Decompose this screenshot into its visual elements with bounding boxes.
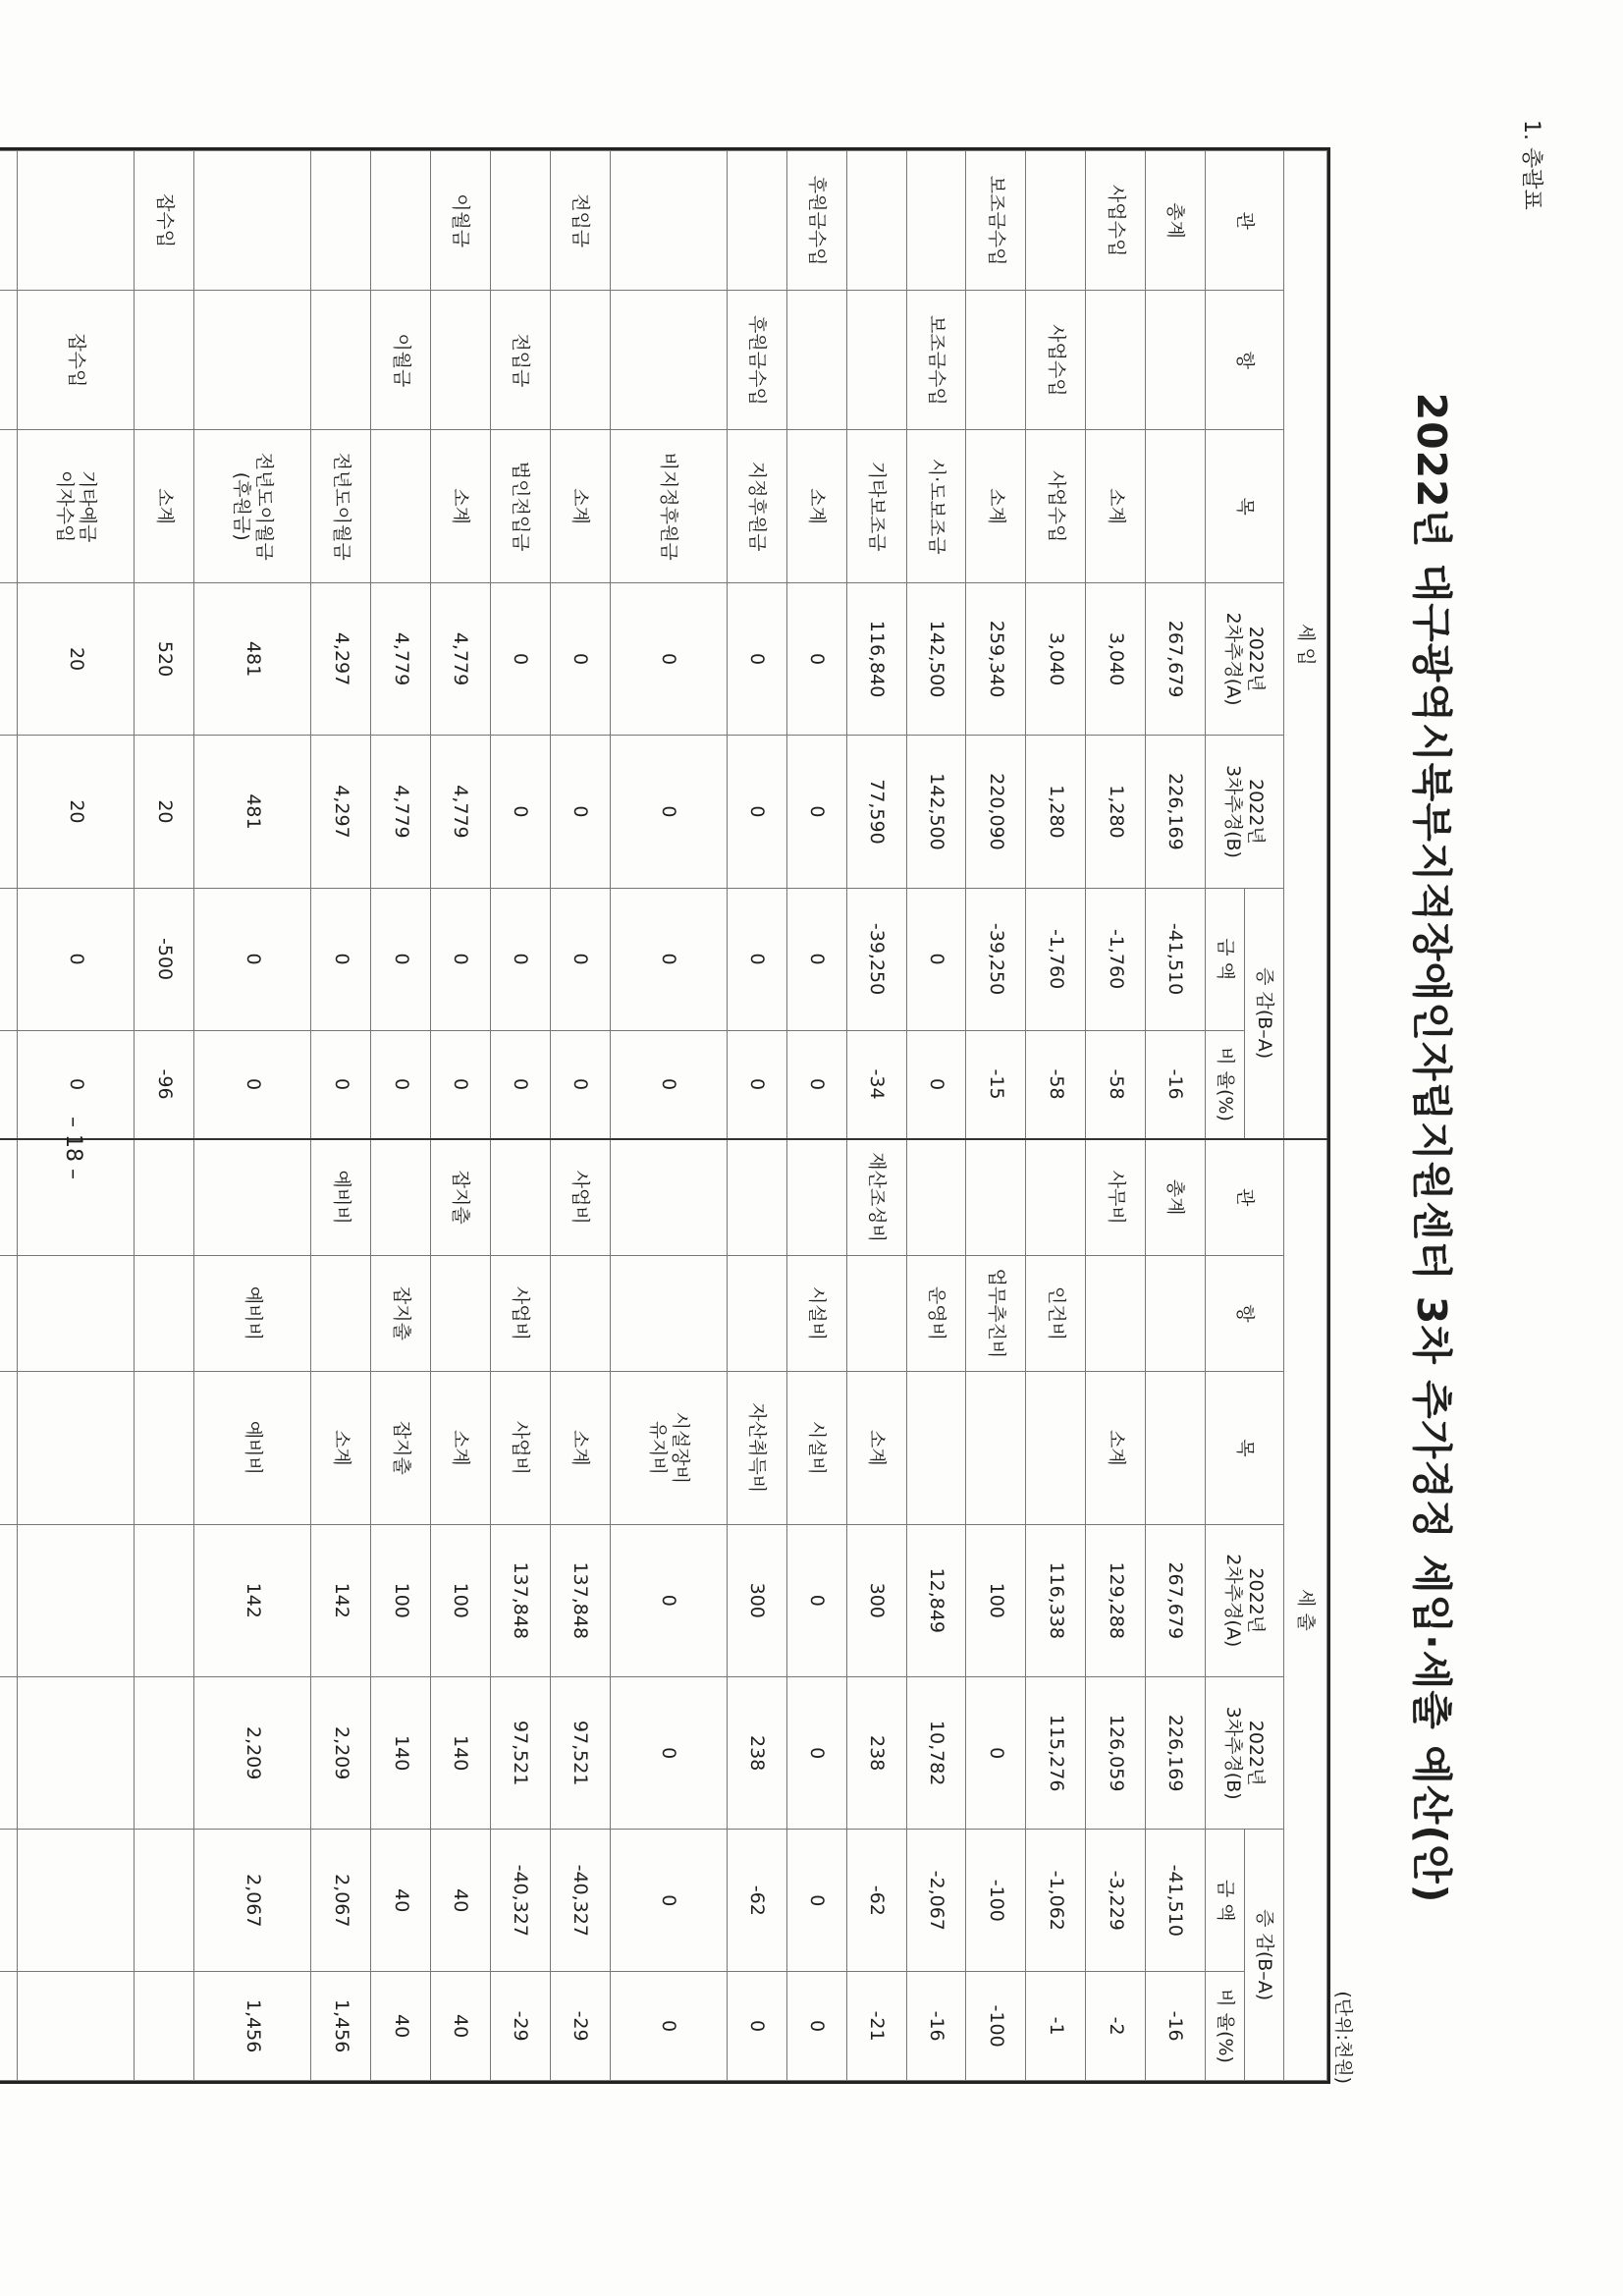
- revenue-cell-amt: 0: [431, 888, 491, 1030]
- expenditure-cell-pct: -2: [1086, 1972, 1146, 2081]
- expenditure-cell-b: 115,276: [1026, 1676, 1086, 1829]
- revenue-cell-mok: [371, 430, 431, 582]
- expenditure-cell-pct: -16: [1146, 1972, 1206, 2081]
- revenue-cell-pct: 0: [194, 1030, 311, 1139]
- revenue-cell-b: 77,590: [846, 736, 906, 888]
- expenditure-cell-b: 140: [371, 1676, 431, 1829]
- expenditure-header-a: 2022년 2차추경(A): [1206, 1524, 1284, 1676]
- revenue-cell-pct: 0: [906, 1030, 966, 1139]
- page-number: – 18 –: [61, 1117, 85, 1179]
- expenditure-cell-hang: [1146, 1255, 1206, 1372]
- expenditure-cell-a: 137,848: [550, 1524, 610, 1676]
- expenditure-cell-hang: [728, 1255, 787, 1372]
- expenditure-cell-gwan: 재산조성비: [846, 1139, 906, 1256]
- expenditure-cell-mok: [1146, 1372, 1206, 1524]
- expenditure-cell-mok: 소계: [846, 1372, 906, 1524]
- expenditure-cell-gwan: [728, 1139, 787, 1256]
- revenue-cell-mok: 소계: [135, 430, 194, 582]
- revenue-cell-hang: 후원금수입: [728, 291, 787, 430]
- revenue-header-mok: 목: [1206, 430, 1284, 582]
- revenue-cell-a: 4,779: [431, 582, 491, 735]
- expenditure-cell-gwan: 총계: [1146, 1139, 1206, 1256]
- revenue-cell-pct: 0: [610, 1030, 727, 1139]
- expenditure-cell-a: [0, 1524, 18, 1676]
- table-row: [966, 151, 1026, 2081]
- revenue-cell-gwan: [0, 151, 18, 291]
- revenue-cell-hang: [1086, 291, 1146, 430]
- expenditure-cell-pct: 40: [371, 1972, 431, 2081]
- expenditure-cell-b: 0: [610, 1676, 727, 1829]
- revenue-cell-pct: -58: [1086, 1030, 1146, 1139]
- expenditure-cell-gwan: [786, 1139, 846, 1256]
- table-row: [906, 151, 966, 2081]
- expenditure-cell-amt: 40: [371, 1830, 431, 1972]
- expenditure-cell-a: 129,288: [1086, 1524, 1146, 1676]
- revenue-cell-amt: -41,510: [1146, 888, 1206, 1030]
- revenue-cell-b: [0, 736, 18, 888]
- revenue-cell-pct: 0: [550, 1030, 610, 1139]
- expenditure-cell-mok: 시설장비 유지비: [610, 1372, 727, 1524]
- revenue-cell-mok: 기타보조금: [846, 430, 906, 582]
- revenue-cell-amt: 0: [906, 888, 966, 1030]
- revenue-cell-mok: 법인전입금: [491, 430, 551, 582]
- revenue-header-ratio: 비 율(%): [1206, 1030, 1245, 1139]
- revenue-cell-amt: -500: [135, 888, 194, 1030]
- revenue-cell-amt: 0: [371, 888, 431, 1030]
- revenue-cell-pct: 0: [431, 1030, 491, 1139]
- expenditure-cell-a: 116,338: [1026, 1524, 1086, 1676]
- expenditure-cell-hang: [431, 1255, 491, 1372]
- revenue-cell-hang: [0, 291, 18, 430]
- revenue-cell-amt: -1,760: [1026, 888, 1086, 1030]
- expenditure-cell-pct: [135, 1972, 194, 2081]
- table-row: [431, 151, 491, 2081]
- revenue-cell-pct: 0: [371, 1030, 431, 1139]
- revenue-cell-mok: 기타예금 이자수입: [18, 430, 135, 582]
- expenditure-cell-mok: 소계: [431, 1372, 491, 1524]
- expenditure-cell-amt: 2,067: [311, 1830, 371, 1972]
- expenditure-cell-hang: [610, 1255, 727, 1372]
- revenue-cell-mok: [0, 430, 18, 582]
- revenue-header-hang: 항: [1206, 291, 1284, 430]
- revenue-cell-gwan: 잡수입: [135, 151, 194, 291]
- expenditure-cell-gwan: 잡지출: [431, 1139, 491, 1256]
- expenditure-cell-a: 0: [786, 1524, 846, 1676]
- revenue-cell-amt: 0: [194, 888, 311, 1030]
- table-row: [786, 151, 846, 2081]
- revenue-cell-mok: 소계: [550, 430, 610, 582]
- revenue-cell-a: 0: [491, 582, 551, 735]
- revenue-cell-a: 0: [786, 582, 846, 735]
- revenue-cell-gwan: [311, 151, 371, 291]
- revenue-cell-gwan: [491, 151, 551, 291]
- revenue-cell-amt: [0, 888, 18, 1030]
- revenue-cell-amt: 0: [786, 888, 846, 1030]
- expenditure-cell-a: 137,848: [491, 1524, 551, 1676]
- revenue-cell-mok: 소계: [966, 430, 1026, 582]
- expenditure-cell-mok: [906, 1372, 966, 1524]
- revenue-group-header: 세 입: [1284, 151, 1327, 1139]
- expenditure-cell-b: [0, 1676, 18, 1829]
- expenditure-cell-amt: -3,229: [1086, 1830, 1146, 1972]
- revenue-cell-hang: 보조금수입: [906, 291, 966, 430]
- revenue-cell-a: 142,500: [906, 582, 966, 735]
- revenue-cell-b: 481: [194, 736, 311, 888]
- revenue-cell-gwan: 보조금수입: [966, 151, 1026, 291]
- revenue-cell-gwan: 이월금: [431, 151, 491, 291]
- expenditure-header-b: 2022년 3차추경(B): [1206, 1676, 1284, 1829]
- section-heading: 1. 총괄표: [1519, 120, 1543, 210]
- table-row: [846, 151, 906, 2081]
- revenue-cell-hang: 이월금: [371, 291, 431, 430]
- revenue-cell-amt: 0: [491, 888, 551, 1030]
- expenditure-cell-pct: -16: [906, 1972, 966, 2081]
- revenue-cell-amt: 0: [18, 888, 135, 1030]
- expenditure-cell-pct: -29: [550, 1972, 610, 2081]
- revenue-cell-b: 0: [550, 736, 610, 888]
- revenue-cell-pct: [0, 1030, 18, 1139]
- expenditure-cell-pct: 1,456: [311, 1972, 371, 2081]
- expenditure-cell-pct: [0, 1972, 18, 2081]
- page-title: 2022년 대구광역시북부지적장애인자립지원센터 3차 추가경정 세입·세출 예산(안): [1408, 392, 1455, 1904]
- revenue-cell-pct: -58: [1026, 1030, 1086, 1139]
- expenditure-cell-b: 2,209: [194, 1676, 311, 1829]
- expenditure-cell-gwan: [966, 1139, 1026, 1256]
- expenditure-cell-gwan: [371, 1139, 431, 1256]
- revenue-cell-gwan: [371, 151, 431, 291]
- revenue-cell-gwan: 후원금수입: [786, 151, 846, 291]
- expenditure-cell-amt: 0: [786, 1830, 846, 1972]
- expenditure-cell-a: 142: [311, 1524, 371, 1676]
- revenue-cell-hang: 전입금: [491, 291, 551, 430]
- expenditure-cell-b: 0: [966, 1676, 1026, 1829]
- revenue-cell-b: 1,280: [1026, 736, 1086, 888]
- budget-table: [0, 147, 1330, 2084]
- revenue-cell-pct: -15: [966, 1030, 1026, 1139]
- table-row: [135, 151, 194, 2081]
- revenue-cell-mok: [1146, 430, 1206, 582]
- expenditure-cell-gwan: [1026, 1139, 1086, 1256]
- revenue-cell-b: 0: [786, 736, 846, 888]
- revenue-cell-mok: 전년도이월금 (후원금): [194, 430, 311, 582]
- expenditure-cell-b: 10,782: [906, 1676, 966, 1829]
- expenditure-cell-hang: [311, 1255, 371, 1372]
- expenditure-cell-a: 267,679: [1146, 1524, 1206, 1676]
- revenue-cell-b: 0: [491, 736, 551, 888]
- expenditure-cell-a: 100: [966, 1524, 1026, 1676]
- expenditure-cell-b: 97,521: [550, 1676, 610, 1829]
- expenditure-cell-b: 0: [786, 1676, 846, 1829]
- expenditure-cell-gwan: [491, 1139, 551, 1256]
- revenue-cell-gwan: 사업수입: [1086, 151, 1146, 291]
- revenue-cell-pct: 0: [786, 1030, 846, 1139]
- unit-label: (단위:천원): [1332, 1991, 1354, 2084]
- table-row: [0, 151, 18, 2081]
- expenditure-cell-hang: 잡지출: [371, 1255, 431, 1372]
- expenditure-cell-hang: [135, 1255, 194, 1372]
- expenditure-cell-amt: [0, 1830, 18, 1972]
- revenue-cell-a: 0: [610, 582, 727, 735]
- revenue-cell-pct: -16: [1146, 1030, 1206, 1139]
- expenditure-cell-amt: 40: [431, 1830, 491, 1972]
- revenue-cell-a: 481: [194, 582, 311, 735]
- expenditure-cell-amt: -62: [846, 1830, 906, 1972]
- revenue-cell-a: 20: [18, 582, 135, 735]
- expenditure-group-header: 세 출: [1284, 1139, 1327, 2081]
- revenue-cell-gwan: [1026, 151, 1086, 291]
- expenditure-cell-hang: 업무추진비: [966, 1255, 1026, 1372]
- revenue-cell-mok: 소계: [786, 430, 846, 582]
- expenditure-header-gwan: 관: [1206, 1139, 1284, 1256]
- revenue-cell-gwan: 전입금: [550, 151, 610, 291]
- revenue-cell-pct: 0: [311, 1030, 371, 1139]
- expenditure-cell-pct: -21: [846, 1972, 906, 2081]
- revenue-cell-b: 226,169: [1146, 736, 1206, 888]
- expenditure-cell-gwan: [610, 1139, 727, 1256]
- revenue-cell-hang: [311, 291, 371, 430]
- revenue-cell-a: 267,679: [1146, 582, 1206, 735]
- revenue-cell-b: 0: [610, 736, 727, 888]
- revenue-cell-b: 20: [18, 736, 135, 888]
- revenue-cell-a: 0: [550, 582, 610, 735]
- expenditure-cell-a: [135, 1524, 194, 1676]
- revenue-cell-hang: 사업수입: [1026, 291, 1086, 430]
- expenditure-cell-hang: [846, 1255, 906, 1372]
- expenditure-cell-a: 300: [728, 1524, 787, 1676]
- expenditure-cell-hang: [0, 1255, 18, 1372]
- expenditure-cell-a: 100: [431, 1524, 491, 1676]
- revenue-header-a: 2022년 2차추경(A): [1206, 582, 1284, 735]
- revenue-cell-mok: 소계: [1086, 430, 1146, 582]
- expenditure-cell-amt: -2,067: [906, 1830, 966, 1972]
- expenditure-cell-gwan: [0, 1139, 18, 1256]
- expenditure-cell-pct: -100: [966, 1972, 1026, 2081]
- expenditure-cell-mok: [0, 1372, 18, 1524]
- table-row: [728, 151, 787, 2081]
- revenue-cell-pct: 0: [18, 1030, 135, 1139]
- expenditure-cell-b: 238: [846, 1676, 906, 1829]
- expenditure-header-amount: 금 액: [1206, 1830, 1245, 1972]
- expenditure-cell-pct: 1,456: [194, 1972, 311, 2081]
- revenue-cell-b: 4,779: [371, 736, 431, 888]
- revenue-cell-b: 4,297: [311, 736, 371, 888]
- revenue-cell-amt: 0: [728, 888, 787, 1030]
- table-row: [1146, 151, 1206, 2081]
- expenditure-cell-hang: 인건비: [1026, 1255, 1086, 1372]
- revenue-cell-pct: 0: [491, 1030, 551, 1139]
- expenditure-cell-gwan: 사무비: [1086, 1139, 1146, 1256]
- expenditure-cell-a: 12,849: [906, 1524, 966, 1676]
- expenditure-cell-amt: -41,510: [1146, 1830, 1206, 1972]
- revenue-cell-mok: 전년도이월금: [311, 430, 371, 582]
- expenditure-cell-b: [135, 1676, 194, 1829]
- expenditure-cell-b: 97,521: [491, 1676, 551, 1829]
- expenditure-cell-amt: -62: [728, 1830, 787, 1972]
- expenditure-cell-a: 0: [610, 1524, 727, 1676]
- expenditure-cell-hang: 사업비: [491, 1255, 551, 1372]
- revenue-cell-hang: [846, 291, 906, 430]
- revenue-cell-amt: 0: [550, 888, 610, 1030]
- expenditure-cell-mok: 예비비: [194, 1372, 311, 1524]
- revenue-cell-a: 116,840: [846, 582, 906, 735]
- expenditure-cell-gwan: [135, 1139, 194, 1256]
- revenue-cell-b: 220,090: [966, 736, 1026, 888]
- revenue-cell-hang: [966, 291, 1026, 430]
- expenditure-cell-hang: [1086, 1255, 1146, 1372]
- revenue-cell-amt: -39,250: [966, 888, 1026, 1030]
- expenditure-cell-amt: -40,327: [550, 1830, 610, 1972]
- revenue-header-b: 2022년 3차추경(B): [1206, 736, 1284, 888]
- expenditure-cell-pct: 40: [431, 1972, 491, 2081]
- revenue-cell-mok: 사업수입: [1026, 430, 1086, 582]
- expenditure-cell-hang: 예비비: [194, 1255, 311, 1372]
- expenditure-cell-b: 2,209: [311, 1676, 371, 1829]
- revenue-cell-a: 3,040: [1026, 582, 1086, 735]
- revenue-cell-amt: -39,250: [846, 888, 906, 1030]
- revenue-cell-gwan: [728, 151, 787, 291]
- revenue-cell-gwan: [610, 151, 727, 291]
- expenditure-cell-a: 142: [194, 1524, 311, 1676]
- revenue-cell-a: 4,297: [311, 582, 371, 735]
- revenue-cell-pct: -34: [846, 1030, 906, 1139]
- revenue-cell-mok: 지정후원금: [728, 430, 787, 582]
- revenue-cell-a: 4,779: [371, 582, 431, 735]
- revenue-cell-a: 520: [135, 582, 194, 735]
- revenue-cell-hang: [786, 291, 846, 430]
- expenditure-cell-amt: -1,062: [1026, 1830, 1086, 1972]
- expenditure-cell-amt: -100: [966, 1830, 1026, 1972]
- revenue-cell-hang: 잡수입: [18, 291, 135, 430]
- expenditure-cell-amt: 0: [610, 1830, 727, 1972]
- expenditure-cell-amt: 2,067: [194, 1830, 311, 1972]
- revenue-cell-gwan: [906, 151, 966, 291]
- expenditure-cell-mok: 잡지출: [371, 1372, 431, 1524]
- revenue-cell-hang: [431, 291, 491, 430]
- revenue-cell-gwan: [846, 151, 906, 291]
- expenditure-cell-mok: 소계: [550, 1372, 610, 1524]
- table-row: [194, 151, 311, 2081]
- revenue-cell-mok: 소계: [431, 430, 491, 582]
- revenue-cell-mok: 시·도보조금: [906, 430, 966, 582]
- table-row: [550, 151, 610, 2081]
- expenditure-cell-pct: 0: [728, 1972, 787, 2081]
- expenditure-cell-mok: 시설비: [786, 1372, 846, 1524]
- revenue-cell-b: 142,500: [906, 736, 966, 888]
- expenditure-cell-mok: 사업비: [491, 1372, 551, 1524]
- expenditure-cell-a: 300: [846, 1524, 906, 1676]
- table-row: [1026, 151, 1086, 2081]
- revenue-header-change: 증 감(B–A): [1245, 888, 1284, 1139]
- revenue-cell-amt: 0: [311, 888, 371, 1030]
- table-row: [491, 151, 551, 2081]
- revenue-cell-gwan: [194, 151, 311, 291]
- expenditure-cell-pct: -1: [1026, 1972, 1086, 2081]
- expenditure-cell-a: 100: [371, 1524, 431, 1676]
- revenue-cell-a: 259,340: [966, 582, 1026, 735]
- expenditure-header-mok: 목: [1206, 1372, 1284, 1524]
- expenditure-cell-amt: [135, 1830, 194, 1972]
- revenue-cell-hang: [550, 291, 610, 430]
- revenue-cell-gwan: 총계: [1146, 151, 1206, 291]
- expenditure-cell-mok: 소계: [311, 1372, 371, 1524]
- revenue-cell-a: [0, 582, 18, 735]
- expenditure-cell-gwan: [906, 1139, 966, 1256]
- expenditure-cell-b: 140: [431, 1676, 491, 1829]
- revenue-header-gwan: 관: [1206, 151, 1284, 291]
- revenue-cell-b: 4,779: [431, 736, 491, 888]
- expenditure-cell-gwan: 예비비: [311, 1139, 371, 1256]
- table-row: [1086, 151, 1146, 2081]
- expenditure-cell-hang: 시설비: [786, 1255, 846, 1372]
- expenditure-cell-b: 238: [728, 1676, 787, 1829]
- table-row: [311, 151, 371, 2081]
- expenditure-cell-hang: [550, 1255, 610, 1372]
- revenue-cell-hang: [194, 291, 311, 430]
- expenditure-header-ratio: 비 율(%): [1206, 1972, 1245, 2081]
- expenditure-cell-pct: 0: [610, 1972, 727, 2081]
- expenditure-header-change: 증 감(B–A): [1245, 1830, 1284, 2081]
- revenue-cell-amt: 0: [610, 888, 727, 1030]
- expenditure-cell-hang: 운영비: [906, 1255, 966, 1372]
- revenue-cell-a: 0: [728, 582, 787, 735]
- table-row: [371, 151, 431, 2081]
- expenditure-cell-gwan: 사업비: [550, 1139, 610, 1256]
- revenue-cell-mok: 비지정후원금: [610, 430, 727, 582]
- revenue-cell-hang: [1146, 291, 1206, 430]
- revenue-cell-amt: -1,760: [1086, 888, 1146, 1030]
- revenue-cell-hang: [135, 291, 194, 430]
- revenue-cell-b: 20: [135, 736, 194, 888]
- revenue-cell-b: 0: [728, 736, 787, 888]
- expenditure-cell-mok: [1026, 1372, 1086, 1524]
- expenditure-cell-mok: [966, 1372, 1026, 1524]
- expenditure-cell-b: 226,169: [1146, 1676, 1206, 1829]
- revenue-cell-hang: [610, 291, 727, 430]
- revenue-cell-pct: -96: [135, 1030, 194, 1139]
- expenditure-cell-pct: -29: [491, 1972, 551, 2081]
- expenditure-cell-gwan: [194, 1139, 311, 1256]
- revenue-cell-pct: 0: [728, 1030, 787, 1139]
- expenditure-cell-mok: [135, 1372, 194, 1524]
- expenditure-header-hang: 항: [1206, 1255, 1284, 1372]
- table-row: [610, 151, 727, 2081]
- expenditure-cell-mok: 자산취득비: [728, 1372, 787, 1524]
- expenditure-cell-pct: 0: [786, 1972, 846, 2081]
- revenue-cell-a: 3,040: [1086, 582, 1146, 735]
- revenue-cell-b: 1,280: [1086, 736, 1146, 888]
- revenue-header-amount: 금 액: [1206, 888, 1245, 1030]
- expenditure-cell-mok: 소계: [1086, 1372, 1146, 1524]
- expenditure-cell-b: 126,059: [1086, 1676, 1146, 1829]
- expenditure-cell-amt: -40,327: [491, 1830, 551, 1972]
